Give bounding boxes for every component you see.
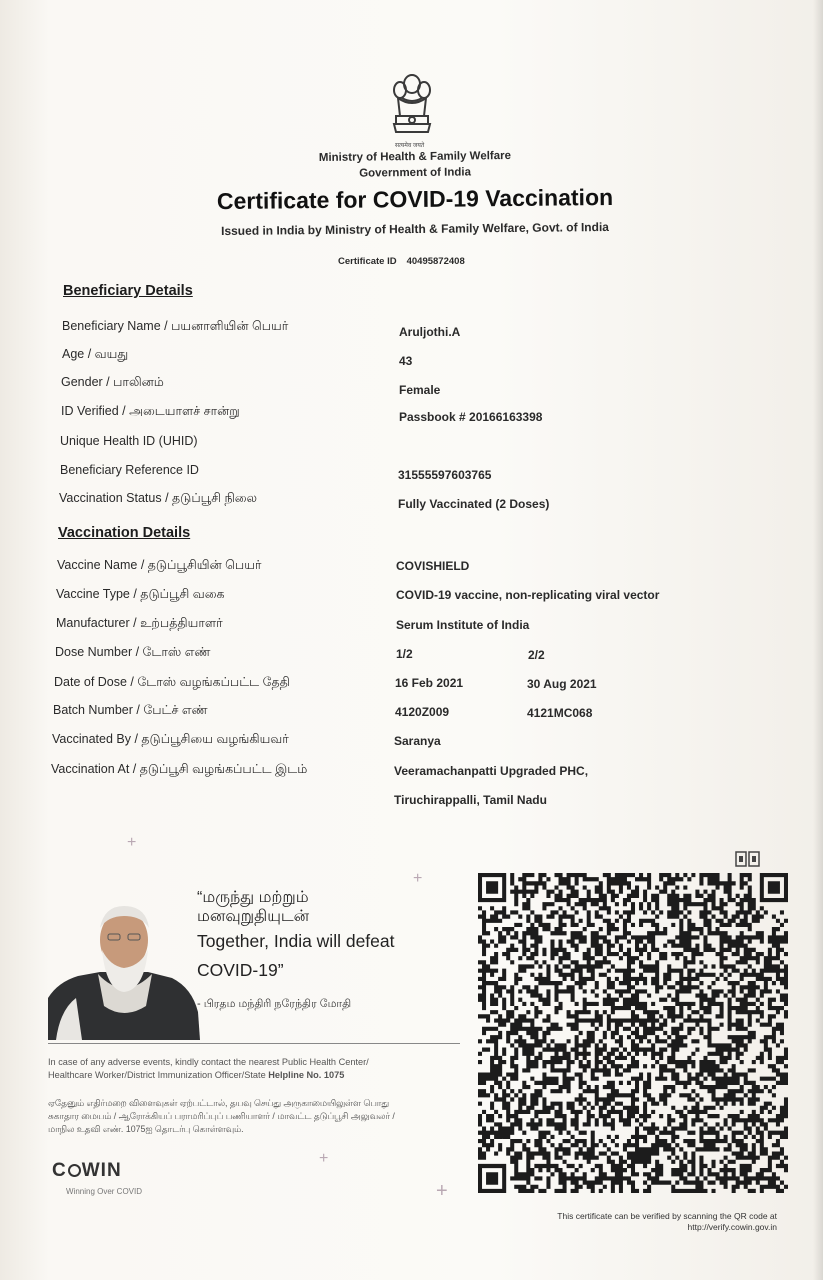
helpline-tamil-line1: ஏதேனும் எதிர்மறை விளைவுகள் ஏற்பட்டால், தயவு செய்து அருகாமையிலுள்ள பொது [48,1098,389,1108]
certificate-title: Certificate for COVID-19 Vaccination [216,183,614,215]
certificate-id [338,256,465,267]
prime-minister-portrait [48,902,200,1040]
beneficiary-name-label: Beneficiary Name / பயனாளியின் பெயர் [62,319,289,333]
qr-modules [478,873,788,1193]
helpline-number: Helpline No. 1075 [268,1070,345,1080]
vaccination-at-label: Vaccination At / தடுப்பூசி வழங்கப்பட்ட இடம் [51,762,308,776]
helpline-english-line2-text: Healthcare Worker/District Immunization Officer/State [48,1070,269,1080]
id-verified-value: Passbook # 20166163398 [399,410,543,424]
cowin-tagline: Winning Over COVID [66,1187,143,1196]
dose-number-label: Dose Number / டோஸ் எண் [55,645,211,659]
certificate-id-label: Certificate ID [338,256,397,267]
helpline-english [48,1056,458,1082]
vaccination-status-value: Fully Vaccinated (2 Doses) [398,497,550,511]
dose-number-1-value: 1/2 [396,647,413,661]
manufacturer-label: Manufacturer / உற்பத்தியாளர் [56,616,223,630]
decorative-plus-icon: + [319,1150,329,1167]
date-of-dose-label: Date of Dose / டோஸ் வழங்கப்பட்ட தேதி [54,675,290,689]
vaccination-details-heading: Vaccination Details [58,525,191,541]
verification-note [497,1211,777,1233]
beneficiary-details-heading: Beneficiary Details [63,283,193,299]
decorative-plus-icon: + [127,834,137,851]
vaccinated-by-label: Vaccinated By / தடுப்பூசியை வழங்கியவர் [52,732,289,746]
vaccination-at-value-line2: Tiruchirappalli, Tamil Nadu [394,793,547,807]
beneficiary-reference-label: Beneficiary Reference ID [60,463,199,477]
manufacturer-value: Serum Institute of India [396,618,530,632]
cowin-logo-c: C [52,1160,67,1181]
helpline-tamil-line3: மாநில உதவி எண். 1075ஐ தொடர்பு கொள்ளவும். [48,1124,244,1134]
vaccinated-by-value: Saranya [394,734,441,748]
vaccine-name-value: COVISHIELD [396,559,470,573]
national-emblem-icon [388,68,436,148]
helpline-tamil [48,1097,458,1136]
decorative-plus-icon: + [413,870,423,887]
age-label: Age / வயது [62,347,129,361]
cowin-logo-rest: WIN [81,1160,122,1181]
verification-qr-code[interactable] [478,873,788,1193]
verification-url[interactable]: http://verify.cowin.gov.in [687,1222,777,1232]
quote-attribution: - பிரதம மந்திரி நரேந்திர மோதி [197,998,352,1010]
verification-note-line1: This certificate can be verified by scanning the QR code at [557,1211,777,1221]
helpline-english-line1: In case of any adverse events, kindly contact the nearest Public Health Center/ [48,1057,369,1067]
beneficiary-reference-value: 31555597603765 [398,468,492,482]
vaccination-at-value: Veeramachanpatti Upgraded PHC, [394,764,589,778]
beneficiary-name-value: Aruljothi.A [399,325,461,339]
date-of-dose-1-value: 16 Feb 2021 [395,676,464,690]
cowin-logo [52,1160,122,1182]
date-of-dose-2-value: 30 Aug 2021 [527,677,597,691]
helpline-english-line2 [48,1069,458,1082]
decorative-plus-icon: + [436,1180,448,1202]
helpline-tamil-line2: சுகாதார மையம் / ஆரோக்கியப் பராமரிப்புப் பணியாளர் / மாவட்ட தடுப்பூசி அலுவலர் / [48,1111,395,1121]
batch-number-label: Batch Number / பேட்ச் எண் [53,703,208,717]
pm-quote [197,888,457,1012]
government-name: Government of India [359,166,472,180]
vaccine-name-label: Vaccine Name / தடுப்பூசியின் பெயர் [57,558,262,572]
uhid-label: Unique Health ID (UHID) [60,434,198,448]
batch-number-2-value: 4121MC068 [527,706,593,720]
ministry-header [300,148,530,182]
certificate-id-value: 40495872408 [406,256,465,267]
emblem-motto: सत्यमेव जयते [395,143,425,149]
section-divider [48,1043,460,1044]
dose-number-2-value: 2/2 [528,648,545,662]
quote-tamil-line1: “மருந்து மற்றும் [197,889,309,906]
vaccination-status-label: Vaccination Status / தடுப்பூசி நிலை [59,491,258,505]
ministry-name: Ministry of Health & Family Welfare [318,149,512,165]
vaccine-type-value: COVID-19 vaccine, non-replicating viral vector [396,588,660,602]
id-verified-label: ID Verified / அடையாளச் சான்று [61,404,240,418]
gender-value: Female [399,383,441,397]
qr-scan-icon [735,851,761,867]
cowin-logo-o-icon [68,1164,81,1177]
quote-tamil-line2: மனவுறுதியுடன் [197,908,310,925]
age-value: 43 [399,354,413,368]
gender-label: Gender / பாலினம் [61,375,164,389]
quote-english-line1: Together, India will defeat [197,931,395,951]
quote-english-line2: COVID-19” [197,960,284,980]
batch-number-1-value: 4120Z009 [395,705,450,719]
vaccine-type-label: Vaccine Type / தடுப்பூசி வகை [56,587,225,601]
certificate-subtitle: Issued in India by Ministry of Health & Family Welfare, Govt. of India [221,219,609,239]
